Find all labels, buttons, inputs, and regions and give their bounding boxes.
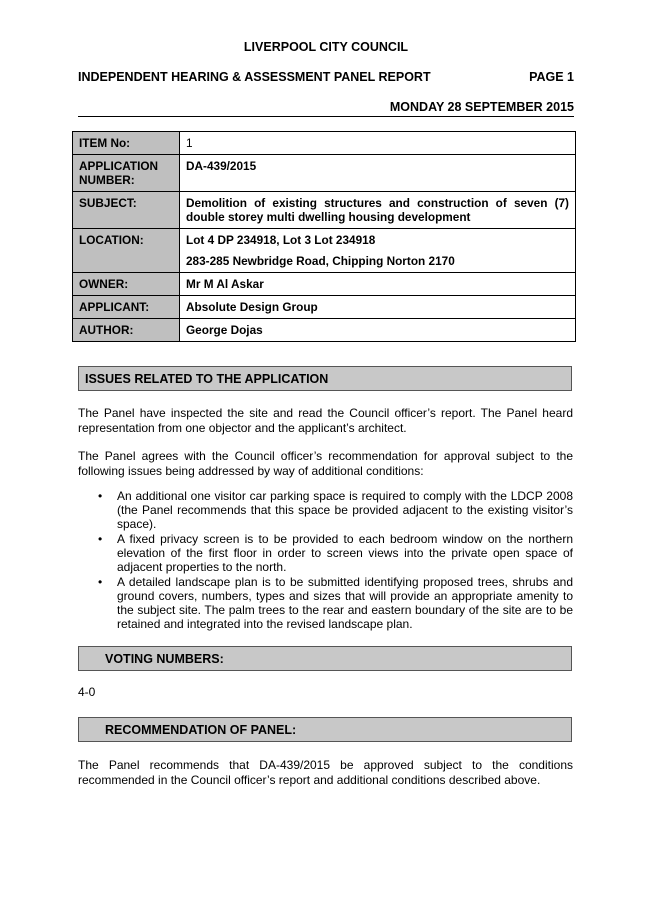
subject-value: Demolition of existing structures and construction of seven (7) double storey multi dwelling housing development (180, 192, 576, 229)
table-row (73, 132, 576, 155)
recommendation-text: The Panel recommends that DA-439/2015 be approved subject to the conditions recommended in the Council officer’s report and additional conditions described above. (78, 758, 573, 787)
voting-result: 4-0 (78, 685, 96, 699)
application-info-table (72, 131, 576, 342)
item-no-value: 1 (180, 132, 576, 155)
meeting-date: MONDAY 28 SEPTEMBER 2015 (78, 100, 574, 117)
location-label: LOCATION: (73, 229, 180, 273)
table-row (73, 155, 576, 192)
item-no-label: ITEM No: (73, 132, 180, 155)
application-label-line1: APPLICATION (79, 159, 159, 173)
table-row (73, 319, 576, 342)
issues-paragraph-1: The Panel have inspected the site and read the Council officer’s report. The Panel heard representation from one objector and the applicant’s architect. (78, 406, 573, 435)
author-label: AUTHOR: (73, 319, 180, 342)
page-number: PAGE 1 (529, 70, 574, 84)
subject-label: SUBJECT: (73, 192, 180, 229)
location-value (180, 229, 576, 273)
applicant-label: APPLICANT: (73, 296, 180, 319)
condition-text: An additional one visitor car parking space is required to comply with the LDCP 2008 (the Panel recommends that this space be provided adjacent to the existing visitor’s space). (117, 489, 573, 531)
bullet-icon: • (98, 489, 103, 503)
bullet-icon: • (98, 532, 103, 546)
condition-text: A detailed landscape plan is to be submitted identifying proposed trees, shrubs and ground covers, numbers, types and sizes that will provide an appropriate amenity to the subject site. The palm trees to the rear and eastern boundary of the site are to be retained and integrated into the revised landscape plan. (117, 575, 573, 631)
list-item (78, 532, 573, 574)
conditions-list (78, 489, 573, 632)
location-lot: Lot 4 DP 234918, Lot 3 Lot 234918 (186, 233, 376, 247)
owner-value: Mr M Al Askar (180, 273, 576, 296)
application-number-label (73, 155, 180, 192)
table-row (73, 296, 576, 319)
owner-label: OWNER: (73, 273, 180, 296)
issues-heading: ISSUES RELATED TO THE APPLICATION (78, 366, 572, 391)
table-row (73, 229, 576, 273)
report-title: INDEPENDENT HEARING & ASSESSMENT PANEL REPORT (78, 70, 431, 84)
table-row (73, 273, 576, 296)
bullet-icon: • (98, 575, 103, 589)
list-item (78, 489, 573, 531)
council-name: LIVERPOOL CITY COUNCIL (243, 40, 409, 54)
issues-paragraph-2: The Panel agrees with the Council officer’s recommendation for approval subject to the following issues being addressed by way of additional conditions: (78, 449, 573, 478)
applicant-value: Absolute Design Group (180, 296, 576, 319)
location-address: 283-285 Newbridge Road, Chipping Norton 2170 (186, 254, 455, 268)
list-item (78, 575, 573, 631)
recommendation-heading: RECOMMENDATION OF PANEL: (78, 717, 572, 742)
application-label-line2: NUMBER: (79, 173, 135, 187)
table-row (73, 192, 576, 229)
application-number-value: DA-439/2015 (180, 155, 576, 192)
voting-heading: VOTING NUMBERS: (78, 646, 572, 671)
author-value: George Dojas (180, 319, 576, 342)
condition-text: A fixed privacy screen is to be provided to each bedroom window on the northern elevation of the first floor in order to screen views into the private open space of adjacent properties to the north. (117, 532, 573, 574)
